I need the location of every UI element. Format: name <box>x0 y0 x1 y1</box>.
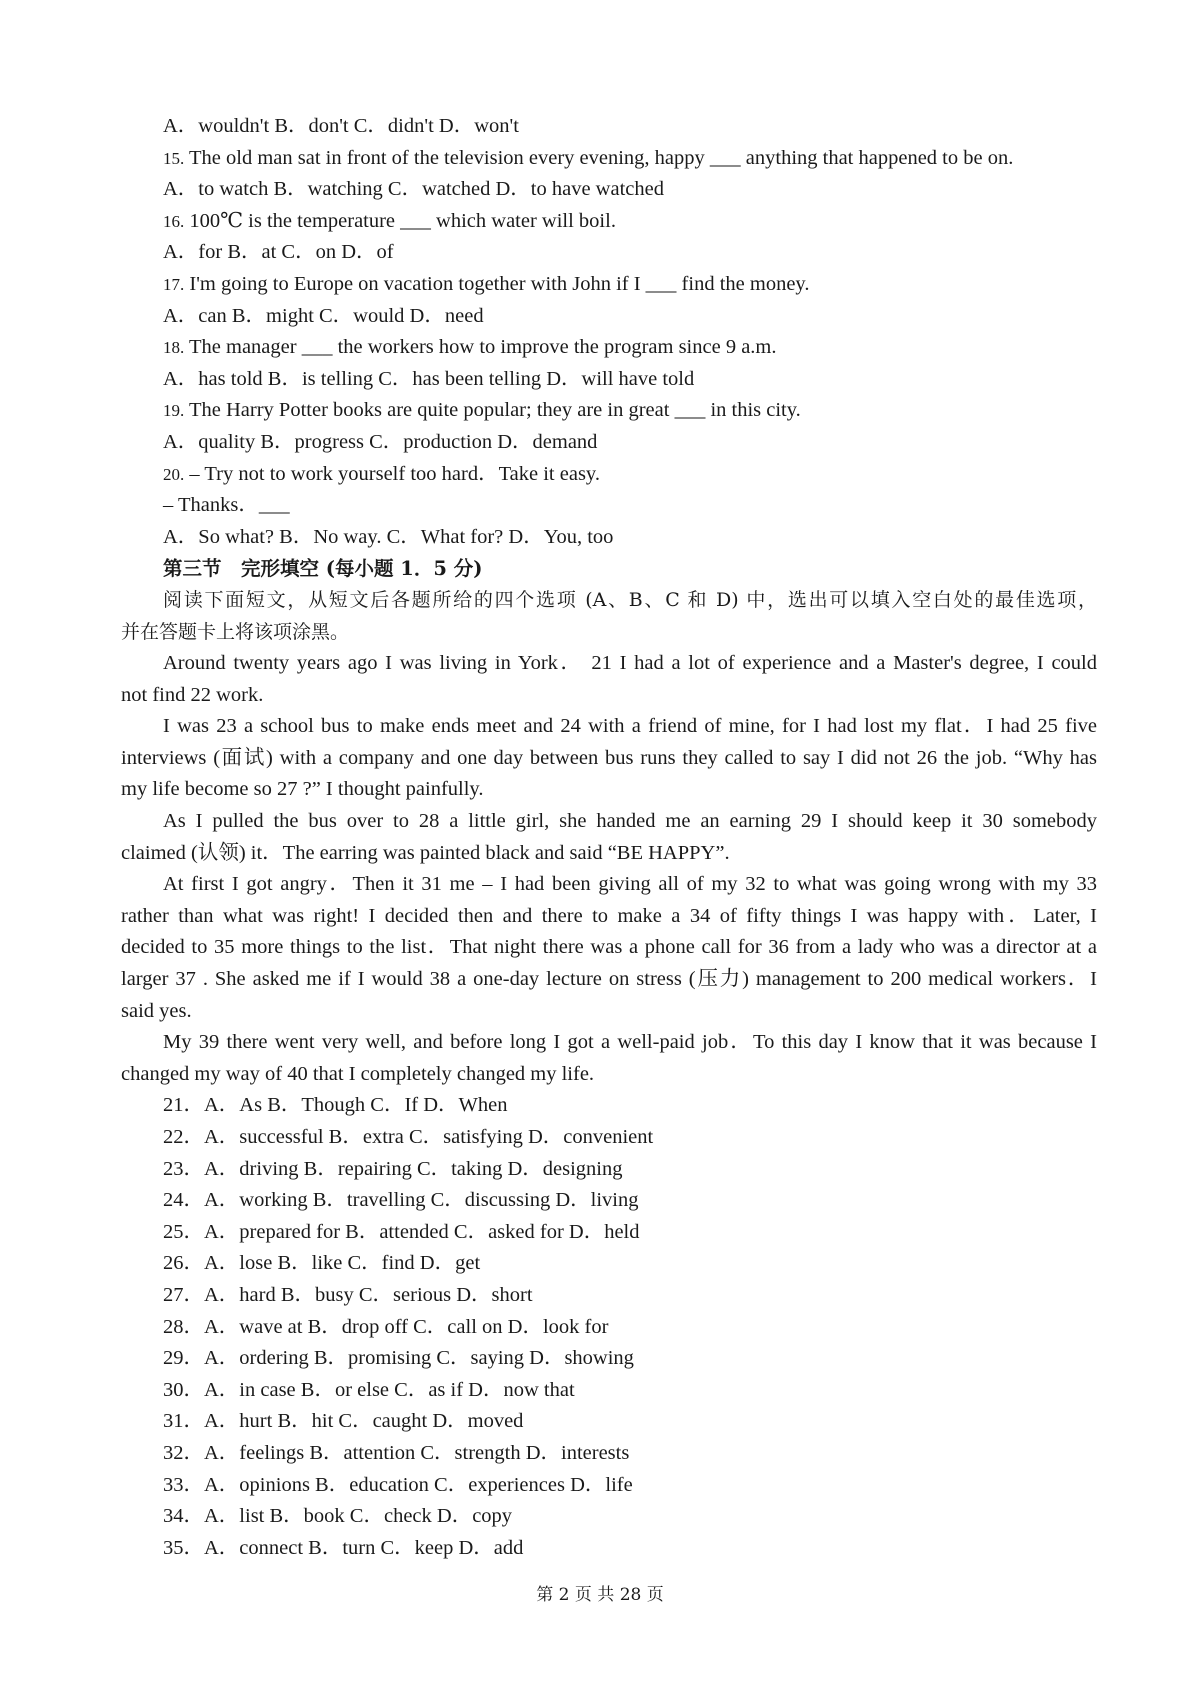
q15-stem <box>121 143 1097 175</box>
q19-text: The Harry Potter books are quite popular; they are in great ___ in this city. <box>184 399 801 422</box>
q16-text: 100℃ is the temperature ___ which water will boil. <box>184 209 616 232</box>
q18-text: The manager ___ the workers how to improve the program since 9 a.m. <box>184 336 777 359</box>
cloze-answer-row: 35．A．connect B．turn C．keep D．add <box>163 1536 524 1559</box>
q19-options: A．quality B．progress C．production D．demand <box>163 430 598 453</box>
passage-line: My 39 there went very well, and before long I got a well-paid job．To this day I know that it was because I <box>163 1031 1097 1054</box>
page-content <box>121 111 1097 1564</box>
q15-text: The old man sat in front of the television every evening, happy ___ anything that happened to be on. <box>184 146 1014 169</box>
cloze-instruction-line2: 并在答题卡上将该项涂黑。 <box>121 620 350 643</box>
q20-number: 20. <box>163 464 185 484</box>
passage-line: said yes. <box>121 999 192 1022</box>
q14-options: A．wouldn't B．don't C．didn't D．won't <box>163 115 519 137</box>
q19-number: 19. <box>163 401 185 421</box>
cloze-answer-row: 26．A．lose B．like C．find D．get <box>163 1252 481 1275</box>
passage-line: rather than what was right! I decided then and there to make a 34 of fifty things I was happy with．Later, I <box>121 904 1097 927</box>
passage-line: interviews (面试) with a company and one day between bus runs they called to say I did not 26 the job. “Why has <box>121 746 1097 769</box>
cloze-section-heading: 第三节 完形填空 (每小题 1．5 分) <box>163 557 483 581</box>
q17-text: I'm going to Europe on vacation together with John if I ___ find the money. <box>184 272 810 295</box>
q20-options: A．So what? B．No way. C．What for? D．You, too <box>163 525 614 548</box>
cloze-instruction-line1: 阅读下面短文，从短文后各题所给的四个选项 (A、B、C 和 D) 中，选出可以填入空白处的最佳选项， <box>163 588 1097 611</box>
passage-line: claimed (认领) it．The earring was painted black and said “BE HAPPY”. <box>121 841 730 864</box>
passage-line: larger 37 . She asked me if I would 38 a one-day lecture on stress (压力) management to 200 medical workers．I <box>121 968 1097 991</box>
q16-stem <box>121 206 1097 238</box>
passage-line: my life become so 27 ?” I thought painfully. <box>121 778 484 801</box>
passage-line: I was 23 a school bus to make ends meet and 24 with a friend of mine, for I had lost my flat．I had 25 five <box>163 715 1097 738</box>
passage-line: not find 22 work. <box>121 683 264 706</box>
q18-options: A．has told B．is telling C．has been telling D．will have told <box>163 367 695 390</box>
q16-number: 16. <box>163 211 185 231</box>
cloze-answer-row: 34．A．list B．book C．check D．copy <box>163 1505 513 1528</box>
cloze-answer-row: 27．A．hard B．busy C．serious D．short <box>163 1283 533 1306</box>
page-number-footer: 第 2 页 共 28 页 <box>536 1585 664 1605</box>
cloze-answer-row: 30．A．in case B．or else C．as if D．now that <box>163 1378 575 1401</box>
q20-stem <box>121 459 1097 491</box>
passage-line: decided to 35 more things to the list．That night there was a phone call for 36 from a lady who was a director at a <box>121 936 1097 959</box>
cloze-answer-row: 31．A．hurt B．hit C．caught D．moved <box>163 1410 524 1433</box>
cloze-answer-row: 25．A．prepared for B．attended C．asked for D．held <box>163 1220 640 1243</box>
q15-number: 15. <box>163 148 185 168</box>
cloze-answer-row: 29．A．ordering B．promising C．saying D．showing <box>163 1347 634 1370</box>
cloze-answer-row: 21．A．As B．Though C．If D．When <box>163 1094 508 1117</box>
cloze-answer-row: 22．A．successful B．extra C．satisfying D．convenient <box>163 1126 654 1148</box>
cloze-answer-row: 28．A．wave at B．drop off C．call on D．look for <box>163 1315 609 1338</box>
passage-line: At first I got angry．Then it 31 me – I had been giving all of my 32 to what was going wrong with my 33 <box>163 873 1097 896</box>
cloze-answer-row: 23．A．driving B．repairing C．taking D．designing <box>163 1157 623 1180</box>
q15-options: A．to watch B．watching C．watched D．to have watched <box>163 178 664 201</box>
q18-number: 18. <box>163 338 185 358</box>
q20-text: – Try not to work yourself too hard．Take it easy. <box>184 462 600 485</box>
q17-options: A．can B．might C．would D．need <box>163 304 484 327</box>
cloze-answer-row: 24．A．working B．travelling C．discussing D．living <box>163 1189 639 1212</box>
cloze-answer-row: 32．A．feelings B．attention C．strength D．interests <box>163 1441 630 1464</box>
passage-line: changed my way of 40 that I completely changed my life. <box>121 1062 595 1085</box>
q17-stem <box>121 269 1097 301</box>
passage-line: Around twenty years ago I was living in York． 21 I had a lot of experience and a Master's degree, I could <box>163 652 1097 675</box>
q18-stem <box>121 332 1097 364</box>
q16-options: A．for B．at C．on D．of <box>163 241 394 264</box>
q17-number: 17. <box>163 274 185 294</box>
cloze-answer-row: 33．A．opinions B．education C．experiences D．life <box>163 1473 633 1496</box>
q19-stem <box>121 395 1097 427</box>
passage-line: As I pulled the bus over to 28 a little girl, she handed me an earning 29 I should keep it 30 somebody <box>163 810 1097 833</box>
q20-reply: – Thanks．___ <box>163 494 290 517</box>
